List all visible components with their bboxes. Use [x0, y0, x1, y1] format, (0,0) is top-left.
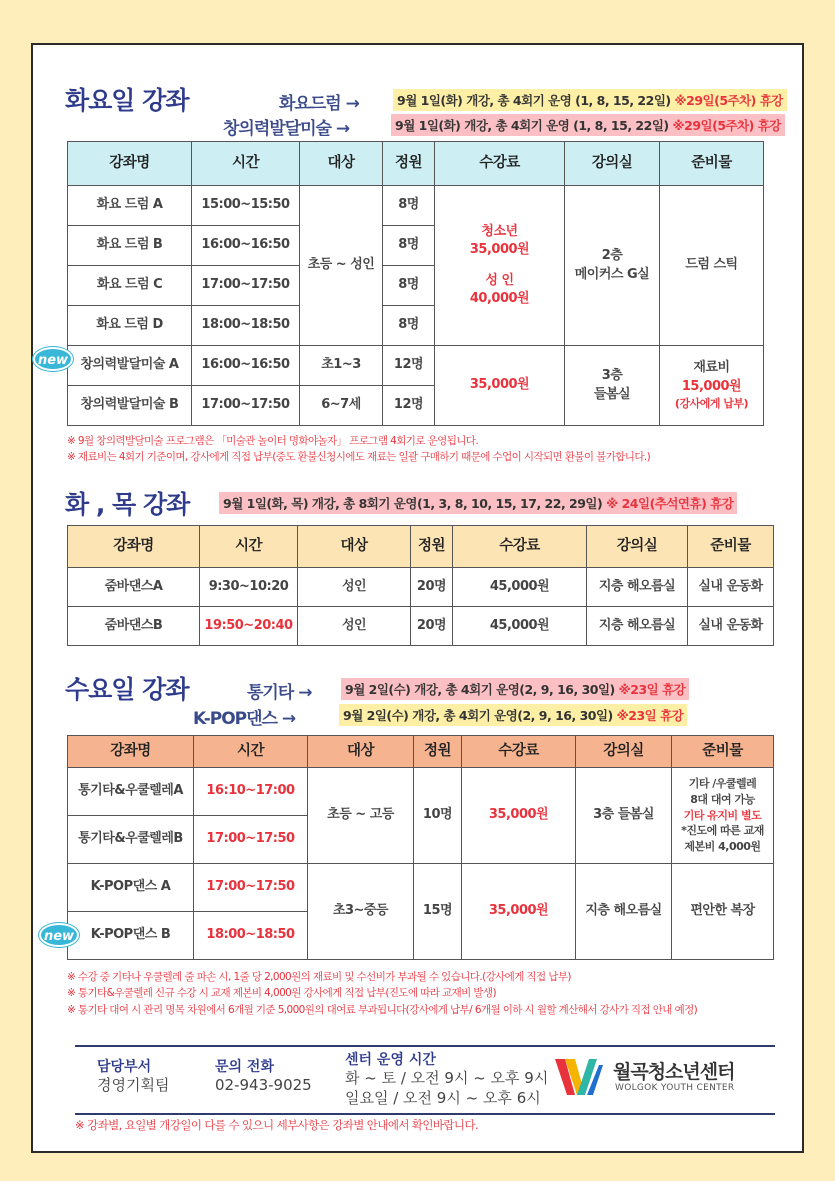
col-header: 시간 — [194, 736, 308, 768]
course-name-kpop: K-POP댄스 — [193, 709, 277, 729]
course-target: 초3~중등 — [308, 864, 414, 960]
section1-line1-highlight — [393, 89, 787, 111]
section2-title — [65, 485, 189, 521]
footer-phone — [215, 1056, 312, 1096]
col-header: 강의실 — [587, 526, 688, 568]
hours-line: 일요일 / 오전 9시 ~ 오후 6시 — [345, 1088, 541, 1107]
section1-line2-text: 9월 1일(화) 개강, 총 4회기 운영 (1, 8, 15, 22일) — [395, 118, 669, 133]
footer-note: ※ 강좌별, 요일별 개강일이 다를 수 있으니 세부사항은 강좌별 안내에서 확인바랍니다. — [75, 1118, 479, 1132]
course-name: 줌바댄스B — [68, 607, 200, 646]
arrow-icon: → — [335, 119, 350, 139]
supply-line: *진도에 따른 교재 — [681, 824, 764, 838]
col-header: 시간 — [192, 142, 300, 186]
course-name: 창의력발달미술 A — [68, 346, 192, 386]
course-room: 지층 해오름실 — [587, 607, 688, 646]
dept-value: 경영기획팀 — [97, 1076, 170, 1094]
dept-label: 담당부서 — [97, 1059, 152, 1075]
section2-line-red: ※ 24일(추석연휴) 휴강 — [606, 496, 734, 511]
note-line: ※ 9월 창의력발달미술 프로그램은 「미술관 놀이터 명화야놀자」 프로그램 4회기로 운영됩니다. — [67, 435, 479, 447]
section2-title-main: 화 , 목 — [65, 490, 136, 519]
course-time: 17:00~17:50 — [192, 386, 300, 426]
course-name-drum: 화요드럼 — [279, 94, 341, 114]
col-header: 강의실 — [576, 736, 672, 768]
table-row — [68, 864, 774, 912]
course-time: 17:00~17:50 — [192, 266, 300, 306]
course-time: 16:00~16:50 — [192, 346, 300, 386]
course-capacity: 20명 — [411, 568, 453, 607]
section1-line1-text: 9월 1일(화) 개강, 총 4회기 운영 (1, 8, 15, 22일) — [397, 93, 671, 108]
course-name: K-POP댄스 B — [68, 912, 194, 960]
hours-label: 센터 운영 시간 — [345, 1052, 436, 1068]
hours-line: 화 ~ 토 / 오전 9시 ~ 오후 9시 — [345, 1069, 549, 1087]
course-room: 3층 들봄실 — [576, 768, 672, 864]
col-header: 대상 — [298, 526, 411, 568]
course-fee: 35,000원 — [435, 346, 565, 426]
arrow-icon: → — [298, 683, 312, 703]
course-capacity: 12명 — [383, 346, 435, 386]
col-header: 준비물 — [660, 142, 764, 186]
fee-youth-label: 청소년 — [481, 224, 518, 240]
course-capacity: 10명 — [414, 768, 462, 864]
new-badge-icon: new — [33, 347, 73, 371]
section3-line1-red: ※23일 휴강 — [618, 682, 686, 697]
section2-highlight — [219, 492, 737, 514]
course-time: 9:30~10:20 — [200, 568, 298, 607]
logo-sub: WOLGOK YOUTH CENTER — [615, 1083, 735, 1093]
course-capacity: 15명 — [414, 864, 462, 960]
col-header: 강좌명 — [68, 142, 192, 186]
section1-title — [65, 81, 188, 117]
col-header: 강좌명 — [68, 526, 200, 568]
table-row — [68, 768, 774, 816]
footer-divider-bottom — [75, 1113, 775, 1115]
course-time: 17:00~17:50 — [194, 816, 308, 864]
section1-line1 — [279, 89, 359, 114]
section3-title-main: 수요일 — [65, 675, 135, 704]
course-capacity: 8명 — [383, 226, 435, 266]
course-supply: 실내 운동화 — [688, 568, 774, 607]
course-supply — [672, 768, 774, 864]
section3-notes — [67, 969, 697, 1018]
course-name: 화요 드럼 A — [68, 186, 192, 226]
section3-line2-highlight — [339, 704, 687, 726]
section3-title-sub: 강좌 — [142, 675, 189, 704]
course-name: 통기타&우쿨렐레B — [68, 816, 194, 864]
supply-line: 8대 대여 가능 — [690, 792, 755, 806]
section2-line-text: 9월 1일(화, 목) 개강, 총 8회기 운영(1, 3, 8, 10, 15, 17, 22, 29일) — [223, 496, 603, 511]
course-fee: 45,000원 — [453, 607, 587, 646]
course-fee: 35,000원 — [462, 864, 576, 960]
section1-notes — [67, 433, 650, 466]
section3-line2-text: 9월 2일(수) 개강, 총 4회기 운영(2, 9, 16, 30일) — [343, 708, 613, 723]
room-name: 들봄실 — [593, 386, 631, 402]
course-capacity: 8명 — [383, 266, 435, 306]
course-time: 19:50~20:40 — [200, 607, 298, 646]
course-time: 16:00~16:50 — [192, 226, 300, 266]
logo-mark-icon — [553, 1055, 605, 1099]
footer-divider-top — [75, 1045, 775, 1047]
course-capacity: 8명 — [383, 306, 435, 346]
course-name: 화요 드럼 C — [68, 266, 192, 306]
course-target: 성인 — [298, 607, 411, 646]
course-supply: 실내 운동화 — [688, 607, 774, 646]
fee-youth-value: 35,000원 — [469, 242, 530, 258]
phone-value: 02-943-9025 — [215, 1076, 312, 1094]
table-row — [68, 186, 764, 226]
course-room: 지층 해오름실 — [587, 568, 688, 607]
course-name: 화요 드럼 D — [68, 306, 192, 346]
course-name: 줌바댄스A — [68, 568, 200, 607]
section1-title-sub: 강좌 — [142, 86, 189, 115]
footer-hours — [345, 1049, 548, 1108]
col-header: 정원 — [411, 526, 453, 568]
flyer-sheet — [31, 43, 804, 1153]
course-fee — [435, 186, 565, 346]
course-fee: 45,000원 — [453, 568, 587, 607]
supply-line: 기타 /우쿨렐레 — [688, 776, 757, 790]
section1-line1-red: ※29일(5주차) 휴강 — [674, 93, 783, 108]
supply-fee: 15,000원 — [681, 378, 742, 394]
col-header: 수강료 — [462, 736, 576, 768]
course-supply: 편안한 복장 — [672, 864, 774, 960]
note-line: ※ 통기타 대여 시 관리 명목 차원에서 6개월 기준 5,000원의 대여료 부과됩니다(강사에게 납부/ 6개월 이하 시 월할 계산해서 강사가 직접 안내 예정) — [67, 1003, 698, 1016]
section3-line2-red: ※23일 휴강 — [616, 708, 684, 723]
course-time: 18:00~18:50 — [194, 912, 308, 960]
course-room: 지층 해오름실 — [576, 864, 672, 960]
note-line: ※ 재료비는 4회기 기준이며, 강사에게 직접 납부(중도 환불신청시에도 재료는 일괄 구매하기 때문에 수업이 시작되면 환불이 불가합니다.) — [67, 451, 651, 464]
section1-line2 — [223, 114, 349, 139]
course-fee: 35,000원 — [462, 768, 576, 864]
footer-dept — [97, 1056, 169, 1096]
section1-line2-highlight — [391, 114, 785, 136]
room-name: 메이커스 G실 — [574, 266, 650, 282]
new-badge-icon: new — [39, 923, 79, 947]
course-time: 16:10~17:00 — [194, 768, 308, 816]
course-time: 17:00~17:50 — [194, 864, 308, 912]
arrow-icon: → — [345, 94, 359, 114]
course-name: K-POP댄스 A — [68, 864, 194, 912]
col-header: 정원 — [383, 142, 435, 186]
section2-table — [67, 525, 774, 646]
col-header: 정원 — [414, 736, 462, 768]
course-room — [565, 346, 660, 426]
course-name-guitar: 통기타 — [247, 683, 294, 703]
col-header: 준비물 — [672, 736, 774, 768]
course-time: 15:00~15:50 — [192, 186, 300, 226]
col-header: 대상 — [300, 142, 383, 186]
course-target: 초등 ~ 성인 — [300, 186, 383, 346]
course-name: 창의력발달미술 B — [68, 386, 192, 426]
course-name-art: 창의력발달미술 — [223, 119, 331, 139]
course-target: 6~7세 — [300, 386, 383, 426]
col-header: 대상 — [308, 736, 414, 768]
supply-label: 재료비 — [693, 360, 730, 376]
note-line: ※ 수강 중 기타나 우쿨렐레 줄 파손 시, 1줄 당 2,000원의 재료비 및 수선비가 부과될 수 있습니다.(강사에게 직접 납부) — [67, 971, 571, 983]
course-target: 초등 ~ 고등 — [308, 768, 414, 864]
section3-line1 — [247, 678, 311, 703]
room-floor: 3층 — [601, 368, 623, 384]
col-header: 강좌명 — [68, 736, 194, 768]
course-target: 초1~3 — [300, 346, 383, 386]
section1-line2-red: ※29일(5주차) 휴강 — [672, 118, 781, 133]
course-supply — [660, 346, 764, 426]
col-header: 수강료 — [453, 526, 587, 568]
supply-line: 제본비 4,000원 — [684, 840, 761, 854]
arrow-icon: → — [281, 709, 296, 729]
course-name: 화요 드럼 B — [68, 226, 192, 266]
course-capacity: 20명 — [411, 607, 453, 646]
course-capacity: 12명 — [383, 386, 435, 426]
table-row — [68, 607, 774, 646]
course-capacity: 8명 — [383, 186, 435, 226]
supply-note: (강사에게 납부) — [674, 396, 749, 410]
course-room — [565, 186, 660, 346]
col-header: 강의실 — [565, 142, 660, 186]
phone-label: 문의 전화 — [215, 1059, 274, 1075]
section3-line2 — [193, 704, 295, 729]
section3-line1-highlight — [341, 678, 689, 700]
table-row — [68, 568, 774, 607]
col-header: 준비물 — [688, 526, 774, 568]
section1-title-main: 화요일 — [65, 86, 135, 115]
section3-table — [67, 735, 774, 960]
fee-adult-label: 성 인 — [485, 272, 514, 288]
course-supply: 드럼 스틱 — [660, 186, 764, 346]
section2-title-sub: 강좌 — [142, 490, 190, 519]
col-header: 수강료 — [435, 142, 565, 186]
note-line: ※ 통기타&우쿨렐레 신규 수강 시 교재 제본비 4,000원 강사에게 직접 납부(진도에 따라 교재비 발생) — [67, 987, 496, 1000]
center-logo — [553, 1055, 773, 1101]
section3-title — [65, 670, 188, 706]
room-floor: 2층 — [601, 248, 623, 264]
course-target: 성인 — [298, 568, 411, 607]
col-header: 시간 — [200, 526, 298, 568]
course-time: 18:00~18:50 — [192, 306, 300, 346]
supply-line: 기타 유지비 별도 — [683, 808, 762, 822]
course-name: 통기타&우쿨렐레A — [68, 768, 194, 816]
section1-table — [67, 141, 764, 426]
table-row — [68, 346, 764, 386]
section3-line1-text: 9월 2일(수) 개강, 총 4회기 운영(2, 9, 16, 30일) — [345, 682, 615, 697]
fee-adult-value: 40,000원 — [469, 290, 530, 306]
logo-name: 월곡청소년센터 — [613, 1061, 735, 1083]
